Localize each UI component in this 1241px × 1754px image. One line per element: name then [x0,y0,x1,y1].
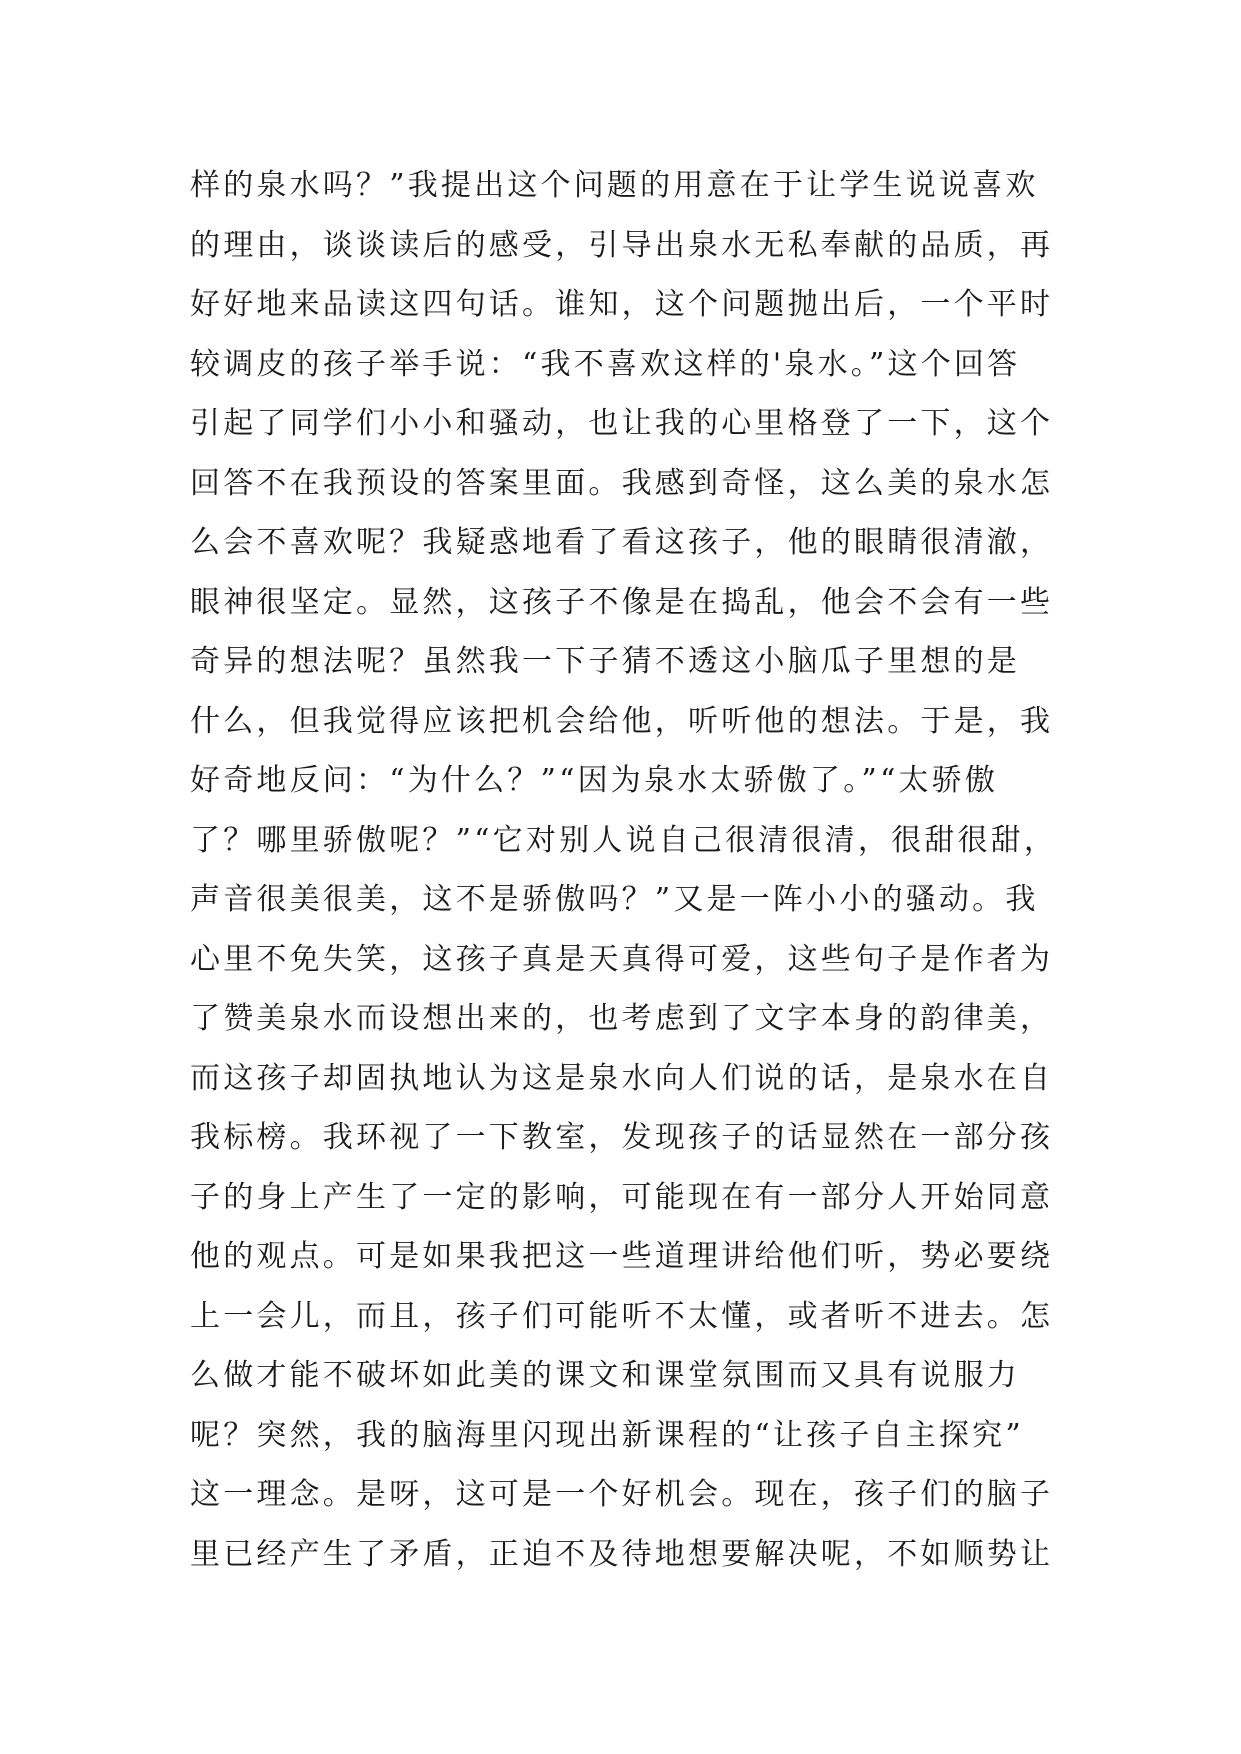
text-line: 而这孩子却固执地认为这是泉水向人们说的话，是泉水在自 [190,1060,1054,1096]
text-line: 里已经产生了矛盾，正迫不及待地想要解决呢，不如顺势让 [190,1536,1054,1572]
text-line: 心里不免失笑，这孩子真是天真得可爱，这些句子是作者为 [190,941,1054,977]
text-line: 较调皮的孩子举手说：“我不喜欢这样的'泉水。”这个回答 [190,346,1021,382]
text-line: 么会不喜欢呢？我疑惑地看了看这孩子，他的眼睛很清澈， [190,525,1054,560]
text-line: 我标榜。我环视了一下教室，发现孩子的话显然在一部分孩 [190,1120,1054,1155]
text-line: 回答不在我预设的答案里面。我感到奇怪，这么美的泉水怎 [190,465,1054,501]
text-line: 声音很美很美，这不是骄傲吗？”又是一阵小小的骚动。我 [190,882,1039,917]
text-line: 这一理念。是呀，这可是一个好机会。现在，孩子们的脑子 [190,1477,1054,1512]
text-line: 他的观点。可是如果我把这一些道理讲给他们听，势必要绕 [190,1239,1054,1274]
text-line: 了赞美泉水而设想出来的，也考虑到了文字本身的韵律美， [190,1001,1054,1036]
body-paragraph [190,156,1060,1584]
text-line: 奇异的想法呢？虽然我一下子猜不透这小脑瓜子里想的是 [190,644,1020,679]
text-line: 好奇地反问：“为什么？”“因为泉水太骄傲了。”“太骄傲 [190,763,999,798]
text-line: 么做才能不破坏如此美的课文和课堂氛围而又具有说服力 [190,1358,1020,1393]
text-line: 引起了同学们小小和骚动，也让我的心里格登了一下，这个 [190,406,1054,441]
text-line: 什么，但我觉得应该把机会给他，听听他的想法。于是，我 [190,703,1054,739]
text-line: 了？哪里骄傲呢？”“它对别人说自己很清很清，很甜很甜， [190,822,1058,858]
text-line: 好好地来品读这四句话。谁知，这个问题抛出后，一个平时 [190,287,1054,322]
text-line: 的理由，谈谈读后的感受，引导出泉水无私奉献的品质，再 [190,227,1054,263]
text-line: 呢？突然，我的脑海里闪现出新课程的“让孩子自主探究” [190,1417,1024,1453]
text-line: 上一会儿，而且，孩子们可能听不太懂，或者听不进去。怎 [190,1298,1054,1334]
text-line: 子的身上产生了一定的影响，可能现在有一部分人开始同意 [190,1179,1054,1215]
text-line: 眼神很坚定。显然，这孩子不像是在捣乱，他会不会有一些 [190,584,1054,620]
text-line: 样的泉水吗？”我提出这个问题的用意在于让学生说说喜欢 [190,168,1039,203]
